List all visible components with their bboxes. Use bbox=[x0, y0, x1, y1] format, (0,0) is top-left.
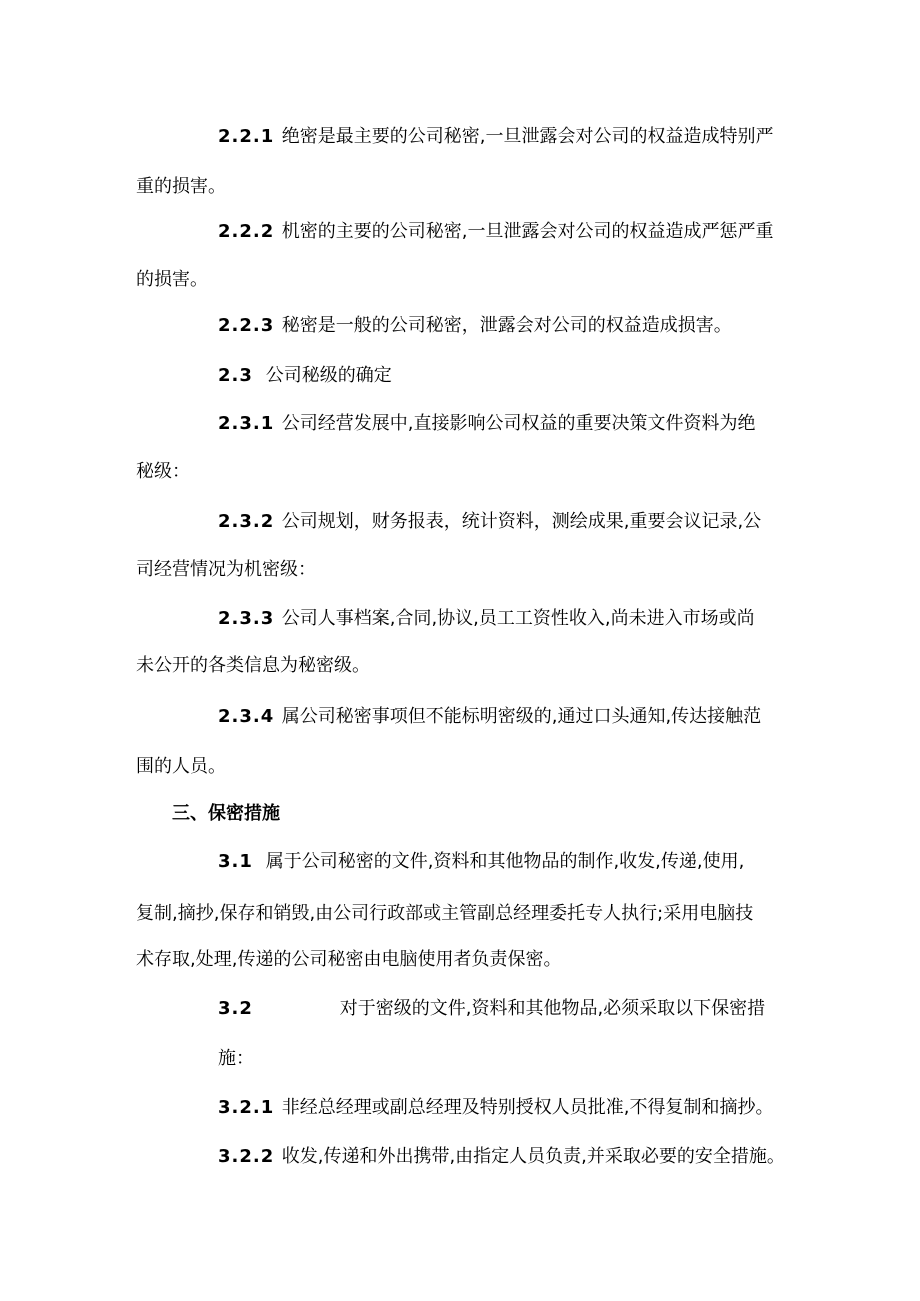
paragraph-2-3-3-line1 bbox=[218, 607, 784, 631]
measure-3-2-line2: 施： bbox=[218, 1048, 254, 1069]
paragraph-number: 3.2.2 bbox=[218, 1146, 275, 1167]
paragraph-text: 公司人事档案,合同,协议,员工工资性收入,尚未进入市场或尚 bbox=[281, 608, 755, 629]
paragraph-number: 2.2.3 bbox=[218, 315, 275, 336]
paragraph-number: 2.2.2 bbox=[218, 221, 275, 242]
paragraph-number: 3.1 bbox=[218, 851, 253, 872]
paragraph-2-3-2-line1 bbox=[218, 510, 784, 534]
paragraph-text: 公司经营发展中,直接影响公司权益的重要决策文件资料为绝 bbox=[281, 413, 756, 434]
paragraph-number: 3.2 bbox=[218, 998, 253, 1019]
paragraph-2-3-line1 bbox=[218, 364, 392, 388]
paragraph-2-2-2-line1 bbox=[218, 220, 784, 244]
paragraph-number: 2.3.2 bbox=[218, 511, 275, 532]
paragraph-2-2-3-line1 bbox=[218, 314, 732, 338]
paragraph-text: 属公司秘密事项但不能标明密级的,通过口头通知,传达接触范 bbox=[281, 706, 762, 727]
paragraph-2-3-4-line2: 围的人员。 bbox=[136, 756, 226, 777]
measure-3-1-line3: 术存取,处理,传递的公司秘密由电脑使用者负责保密。 bbox=[136, 949, 562, 970]
paragraph-text: 公司秘级的确定 bbox=[265, 365, 392, 386]
paragraph-text: 对于密级的文件,资料和其他物品,必须采取以下保密措 bbox=[339, 998, 766, 1019]
measure-3-1-line1 bbox=[218, 850, 784, 874]
paragraph-2-3-1-line1 bbox=[218, 412, 784, 436]
paragraph-2-2-1-line2: 重的损害。 bbox=[136, 176, 226, 197]
paragraph-2-2-1-line1 bbox=[218, 125, 780, 149]
paragraph-text: 非经总经理或副总经理及特别授权人员批准,不得复制和摘抄。 bbox=[281, 1097, 774, 1118]
paragraph-2-2-2-line2: 的损害。 bbox=[136, 269, 208, 290]
paragraph-text: 机密的主要的公司秘密,一旦泄露会对公司的权益造成严惩严重 bbox=[281, 221, 774, 242]
paragraph-number: 2.3.3 bbox=[218, 608, 275, 629]
paragraph-text: 绝密是最主要的公司秘密,一旦泄露会对公司的权益造成特别严 bbox=[281, 126, 774, 147]
paragraph-text: 属于公司秘密的文件,资料和其他物品的制作,收发,传递,使用, bbox=[265, 851, 745, 872]
paragraph-text: 公司规划，财务报表，统计资料，测绘成果,重要会议记录,公 bbox=[281, 511, 762, 532]
measure-3-2-line1 bbox=[218, 997, 784, 1021]
paragraph-number: 3.2.1 bbox=[218, 1097, 275, 1118]
paragraph-number: 2.2.1 bbox=[218, 126, 275, 147]
paragraph-2-3-4-line1 bbox=[218, 705, 784, 729]
paragraph-2-3-2-line2: 司经营情况为机密级： bbox=[136, 559, 316, 580]
paragraph-2-3-3-line2: 未公开的各类信息为秘密级。 bbox=[136, 655, 370, 676]
paragraph-2-3-1-line2: 秘级： bbox=[136, 461, 190, 482]
paragraph-number: 2.3.4 bbox=[218, 706, 275, 727]
measure-3-2-2-line1 bbox=[218, 1145, 785, 1169]
measure-3-2-1-line1 bbox=[218, 1096, 773, 1120]
paragraph-text: 收发,传递和外出携带,由指定人员负责,并采取必要的安全措施。 bbox=[281, 1146, 785, 1167]
paragraph-number: 2.3.1 bbox=[218, 413, 275, 434]
paragraph-number: 2.3 bbox=[218, 365, 253, 386]
section-heading: 三、保密措施 bbox=[172, 803, 280, 824]
paragraph-text: 秘密是一般的公司秘密，泄露会对公司的权益造成损害。 bbox=[281, 315, 732, 336]
measure-3-1-line2: 复制,摘抄,保存和销毁,由公司行政部或主管副总经理委托专人执行;采用电脑技 bbox=[136, 903, 754, 924]
